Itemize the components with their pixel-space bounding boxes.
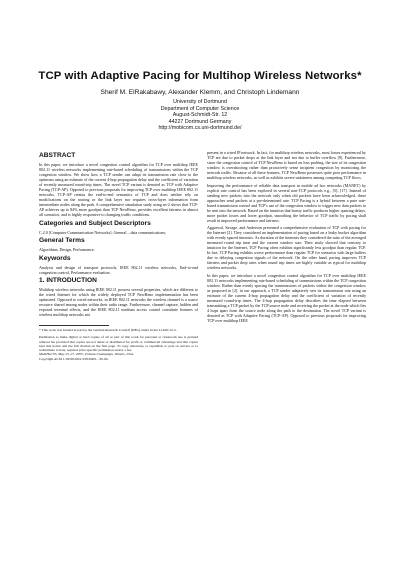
permission-block xyxy=(39,335,198,361)
affiliation-university: University of Dortmund xyxy=(173,99,227,105)
conference-line: MobiHoc'05, May 25–27, 2005, Urbana-Champaign, Illinois, USA. xyxy=(39,352,134,357)
footnote-divider xyxy=(39,325,109,326)
affiliation-department: Department of Computer Science xyxy=(160,105,240,112)
affiliation-url[interactable]: http://mobicom.cs.uni-dortmund.de/ xyxy=(158,125,242,132)
left-column xyxy=(39,150,198,361)
abstract-heading: ABSTRACT xyxy=(39,152,76,159)
body-paragraph: Improving the performance of reliable data transport in mobile ad hoc networks (MANET) by explicit rate control has been explored in several non-TCP protocols e.g., [5], [17]. Instead of sending new packets into the network only when old packets have been acknowledged, these approaches send packets at a pre-determined rate. TCP Pacing is a hybrid between a pure rate-based transmission control and TCP's use of the congestion window to trigger new data packets to be sent into the network. Based on the intuition that bursty traffic produces higher queuing delays, more packet losses and lower goodput, smoothing the behavior of TCP traffic by pacing shall result in improved performance and fairness. xyxy=(207,182,366,223)
affiliation-block xyxy=(20,99,380,132)
funding-footnote: * This work was funded in part by the German Research Council (DFG) under Grant Li-645/12-2. xyxy=(39,328,177,333)
body-paragraph: In this paper, we introduce a novel congestion control algorithm for TCP over multihop IEEE 802.11 networks implementing rate-based scheduling of transmissions within the TCP congestion window. Rather than evenly spacing the transmissions of packets within the congestion window as proposed in [2], in our approach, a TCP sender adaptively sets its transmission rate using an estimate of the current 4-hop propagation delay and the coefficient of variation of recently measured round-trip times. The 4-hop propagation delay describes the time elapsed between transmitting a TCP packet by the TCP source node and receiving the packet at the node which lies 4 hops apart from the source node along the path to the destination. The novel TCP variant is denoted as TCP with Adaptive Pacing (TCP-AP). Opposed to previous proposals for improving TCP over multihop IEEE xyxy=(207,272,366,323)
categories-text: C.2.0 [Computer Communication Networks]: General – data communications; xyxy=(39,229,167,235)
right-column xyxy=(207,150,366,325)
paper-title: TCP with Adaptive Pacing for Multihop Wireless Networks* xyxy=(38,70,362,82)
general-terms-text: Algorithms, Design, Performance. xyxy=(39,247,95,253)
body-paragraph: Aggarwal, Savage, and Anderson presented a comprehensive evaluation of TCP with pacing for the Internet [2]. They considered an implementation of pacing based on a leaky bucket algorithm with evenly spaced timeouts. As duration of the timeouts they considered the ratio of the averaged measured round trip time and the current window size. Their study showed that contrary to intuition for the Internet, TCP Pacing often exhibits significantly less goodput than regular TCP. In fact, TCP Pacing exhibits worse performance than regular TCP for scenarios with large buffers due to delaying congestion signals of the network. On the other hand, pacing improves TCP fairness and packet drop rates when round trip times are highly variable as typical for multihop wireless networks. xyxy=(207,225,366,271)
intro-paragraph: Multihop wireless networks using IEEE 802.11 possess several properties, which are different to the wired Internet for which the widely deployed TCP NewReno implementation has been optimized. Opposed to wired networks, in IEEE 802.11 networks the wireless channel is a scarce resource shared among nodes within their radio range. Furthermore, channel capture, hidden and exposed terminal effects, and the IEEE 802.11 medium access control constitute features of wireless multihop networks not xyxy=(39,287,198,318)
keywords-heading: Keywords xyxy=(39,254,71,262)
permission-notice: Permission to make digital or hard copies of all or part of this work for personal or classroom use is granted without fee provided that copies are not made or distributed for profit or commercial advantage and that copies bear this notice and the full citation on the first page. To copy otherwise, or republish, to post on servers or to redistribute to lists, requires prior specific permission and/or a fee. xyxy=(39,335,198,353)
affiliation-street: August-Schmidt-Str. 12 xyxy=(172,112,228,119)
general-terms-heading: General Terms xyxy=(39,237,85,245)
copyright-line: Copyright ACM 1-59593-004-3/05/0005…$5.00. xyxy=(39,356,109,361)
abstract-text: In this paper, we introduce a novel congestion control algorithm for TCP over multihop IEEE 802.11 wireless networks implementing rate-based scheduling of transmissions within the TCP congestion window. We show how a TCP sender can adapt its transmission rate close to the optimum using an estimate of the current 4-hop propagation delay and the coefficient of variation of recently measured round-trip times. The novel TCP variant is denoted as TCP with Adaptive Pacing (TCP-AP). Opposed to previous proposals for improving TCP over multihop IEEE 802.11 networks, TCP-AP retains the end-to-end semantics of TCP and does neither rely on modifications on the routing or the link layer nor requires cross-layer information from intermediate nodes along the path. A comprehensive simulation study using ns-2 shows that TCP-AP achieves up to 84% more goodput than TCP NewReno, provides excellent fairness in almost all scenarios, and is highly responsive to changing traffic conditions. xyxy=(39,162,198,217)
body-paragraph: present in a wired IP network. In fact, for multihop wireless networks, most losses experienced by TCP are due to packet drops at the link layer and not due to buffer overflow [9]. Furthermore, since the congestion control of TCP NewReno is based on loss probing, the size of its congestion window is overshooting rather than proactively sense incipient congestion by monitoring the network traffic. Because of all these features, TCP NewReno possesses quite poor performance in multihop wireless networks, as well as exhibits severe unfairness among competing TCP flows. xyxy=(207,150,366,180)
intro-heading: 1. INTRODUCTION xyxy=(39,277,97,285)
keywords-text: Analysis and design of transport protocols, IEEE 802.11 wireless networks, End-to-end congestion control, Performance evaluation. xyxy=(39,264,198,275)
paper-authors: Sherif M. ElRakabawy, Alexander Klemm, and Christoph Lindemann xyxy=(100,89,300,96)
categories-heading: Categories and Subject Descriptors xyxy=(39,219,151,227)
affiliation-city: 44227 Dortmund Germany xyxy=(168,118,232,125)
